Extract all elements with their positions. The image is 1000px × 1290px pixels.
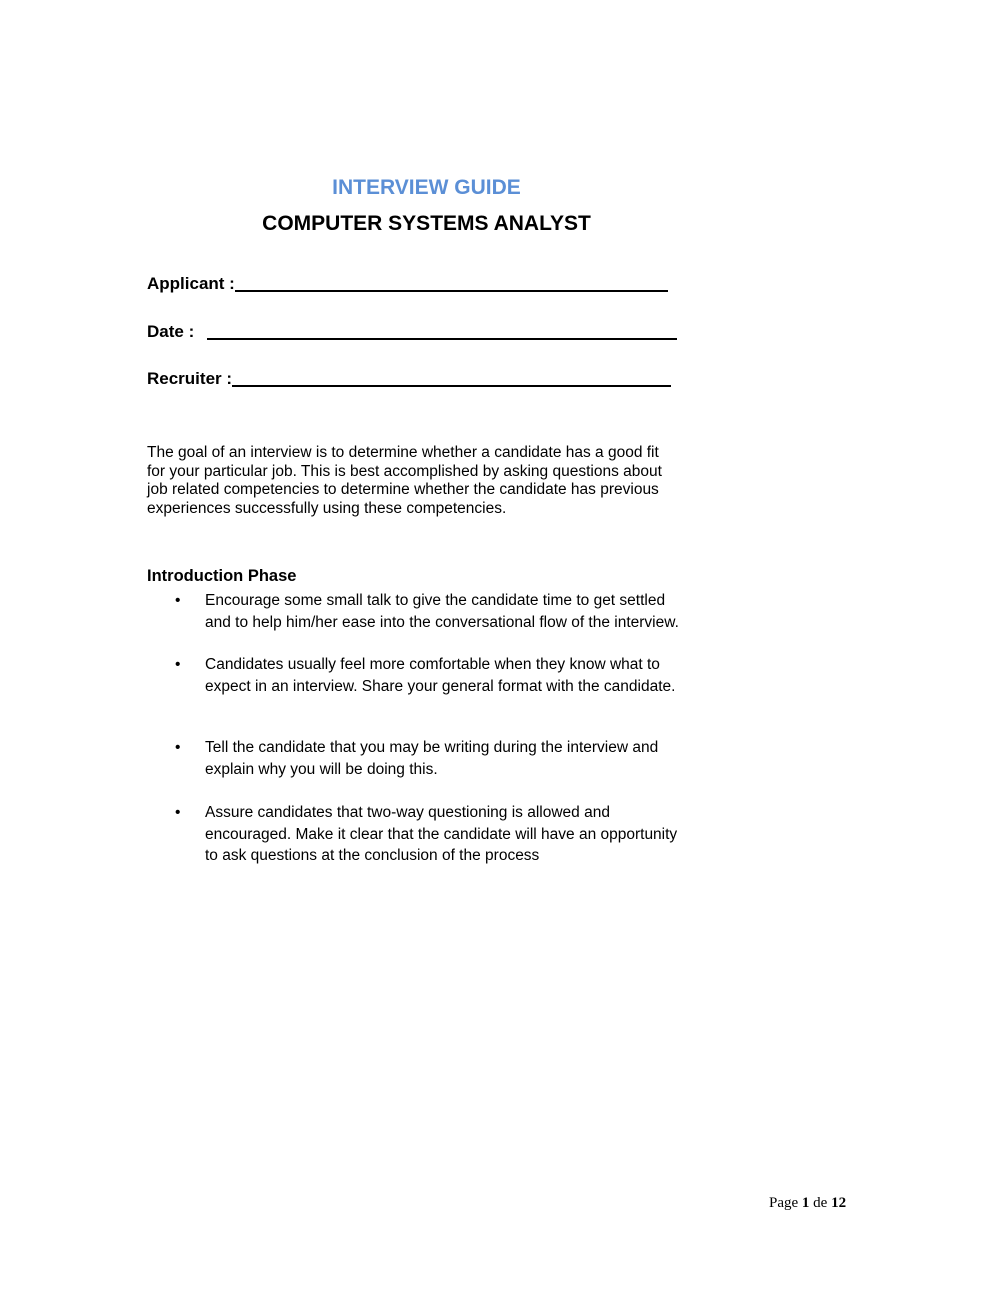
recruiter-input-line[interactable] [232, 367, 671, 387]
bullet-icon: • [175, 739, 181, 756]
date-field[interactable] [147, 320, 677, 342]
bullet-line: Assure candidates that two-way questioning is allowed and [205, 804, 610, 821]
bullet-item [147, 590, 747, 634]
bullet-icon: • [175, 656, 181, 673]
introduction-phase-heading: Introduction Phase [147, 567, 297, 585]
bullet-line: Encourage some small talk to give the candidate time to get settled [205, 592, 666, 609]
applicant-field[interactable] [147, 272, 668, 294]
intro-paragraph [147, 444, 707, 518]
bullet-item [147, 654, 747, 698]
bullet-icon: • [175, 592, 181, 609]
bullet-line: Candidates usually feel more comfortable when they know what to [205, 656, 660, 673]
applicant-input-line[interactable] [235, 272, 668, 292]
of-word: de [813, 1195, 828, 1211]
bullet-item [147, 737, 747, 781]
recruiter-field[interactable] [147, 367, 671, 389]
page-number-footer [769, 1195, 846, 1212]
current-page-number: 1 [801, 1195, 810, 1211]
recruiter-label: Recruiter : [147, 369, 233, 388]
document-title: INTERVIEW GUIDE [332, 176, 521, 199]
intro-line: experiences successfully using these competencies. [147, 499, 507, 517]
intro-line: for your particular job. This is best accomplished by asking questions about [147, 462, 662, 480]
bullet-line: to ask questions at the conclusion of the process [205, 847, 540, 864]
bullet-line: encouraged. Make it clear that the candidate will have an opportunity [205, 825, 678, 843]
bullet-item [147, 802, 747, 868]
page-word: Page [769, 1195, 799, 1211]
bullet-line: Tell the candidate that you may be writing during the interview and [205, 739, 659, 756]
total-pages-number: 12 [831, 1195, 847, 1211]
bullet-icon: • [175, 804, 181, 821]
bullet-line: expect in an interview. Share your general format with the candidate. [205, 677, 676, 695]
applicant-label: Applicant : [147, 274, 235, 293]
bullet-line: and to help him/her ease into the conversational flow of the interview. [205, 613, 679, 631]
date-input-line[interactable] [207, 320, 677, 340]
intro-line: job related competencies to determine whether the candidate has previous [147, 481, 659, 498]
document-subtitle: COMPUTER SYSTEMS ANALYST [262, 212, 591, 235]
bullet-line: explain why you will be doing this. [205, 760, 438, 778]
date-label: Date : [147, 322, 204, 341]
intro-line: The goal of an interview is to determine whether a candidate has a good fit [147, 444, 659, 461]
